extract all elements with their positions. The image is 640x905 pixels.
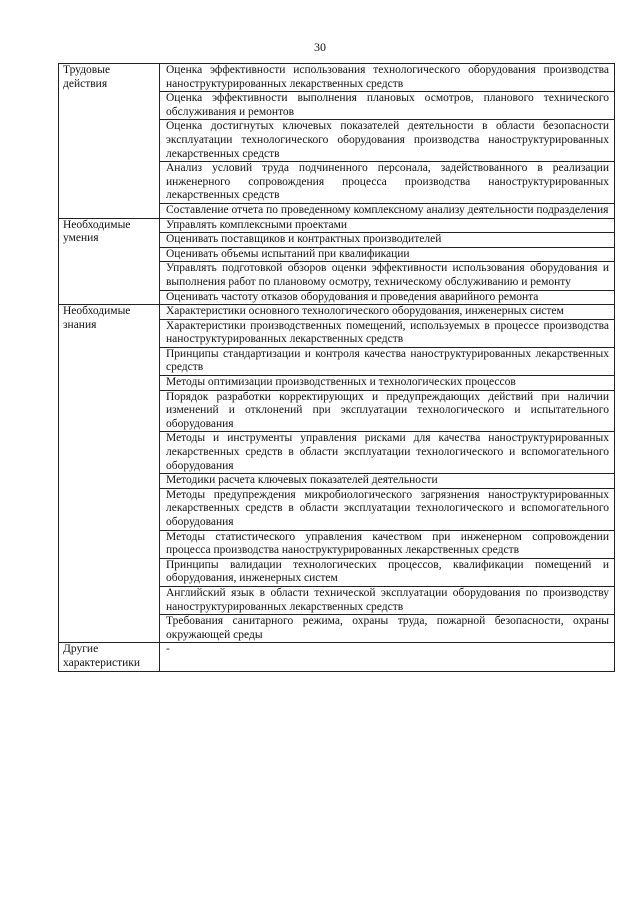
section-item: Характеристики основного технологического оборудования, инженерных систем xyxy=(160,305,615,320)
section-item: Оценивать поставщиков и контрактных производителей xyxy=(160,233,615,248)
section-item: Методы оптимизации производственных и технологических процессов xyxy=(160,376,615,391)
section-item: Требования санитарного режима, охраны труда, пожарной безопасности, охраны окружающей среды xyxy=(160,615,615,643)
section-item: Методы предупреждения микробиологического загрязнения наноструктурированных лекарственных средств в области эксплуатации технологического и вспомогательного оборудования xyxy=(160,488,615,530)
section-item: Английский язык в области технической эксплуатации оборудования по производству наноструктурированных лекарственных средств xyxy=(160,586,615,614)
section-item: Принципы стандартизации и контроля качества наноструктурированных лекарственных средств xyxy=(160,347,615,375)
section-item: Методы статистического управления качеством при инженерном сопровождении процесса производства наноструктурированных лекарственных средств xyxy=(160,530,615,558)
qualification-table xyxy=(58,63,615,672)
section-label: Трудовые действия xyxy=(59,64,160,219)
section-item: Оценивать объемы испытаний при квалификации xyxy=(160,247,615,262)
table-row xyxy=(59,64,615,92)
table-row xyxy=(59,218,615,233)
table-row xyxy=(59,643,615,671)
section-item: Оценка достигнутых ключевых показателей деятельности в области безопасности эксплуатации технологического оборудования производства наноструктурированных лекарственных средств xyxy=(160,120,615,162)
section-item: Методы и инструменты управления рисками для качества наноструктурированных лекарственных средств в области эксплуатации технологического и вспомогательного оборудования xyxy=(160,432,615,474)
section-label: Необходимые умения xyxy=(59,218,160,305)
section-item: Оценка эффективности выполнения плановых осмотров, планового технического обслуживания и ремонтов xyxy=(160,92,615,120)
section-item: Порядок разработки корректирующих и предупреждающих действий при наличии изменений и отклонений при эксплуатации технологического и испытательного оборудования xyxy=(160,390,615,432)
section-item: Принципы валидации технологических процессов, квалификации помещений и оборудования, инженерных систем xyxy=(160,558,615,586)
section-item: Управлять комплексными проектами xyxy=(160,218,615,233)
section-label: Необходимые знания xyxy=(59,305,160,643)
qualification-table-body xyxy=(59,64,615,672)
section-item: Анализ условий труда подчиненного персонала, задействованного в реализации инженерного сопровождения процесса производства наноструктурированных лекарственных средств xyxy=(160,162,615,204)
section-item: Методики расчета ключевых показателей деятельности xyxy=(160,474,615,489)
table-row xyxy=(59,305,615,320)
section-item: Управлять подготовкой обзоров оценки эффективности использования оборудования и выполнения работ по плановому осмотру, техническому обслуживанию и ремонту xyxy=(160,262,615,290)
section-item: Характеристики производственных помещений, используемых в процессе производства наноструктурированных лекарственных средств xyxy=(160,319,615,347)
page-number: 30 xyxy=(314,40,326,54)
section-item: - xyxy=(160,643,615,671)
section-item: Оценивать частоту отказов оборудования и проведения аварийного ремонта xyxy=(160,290,615,305)
section-item: Составление отчета по проведенному комплексному анализу деятельности подразделения xyxy=(160,203,615,218)
section-label: Другие характеристики xyxy=(59,643,160,671)
section-item: Оценка эффективности использования технологического оборудования производства наноструктурированных лекарственных средств xyxy=(160,64,615,92)
